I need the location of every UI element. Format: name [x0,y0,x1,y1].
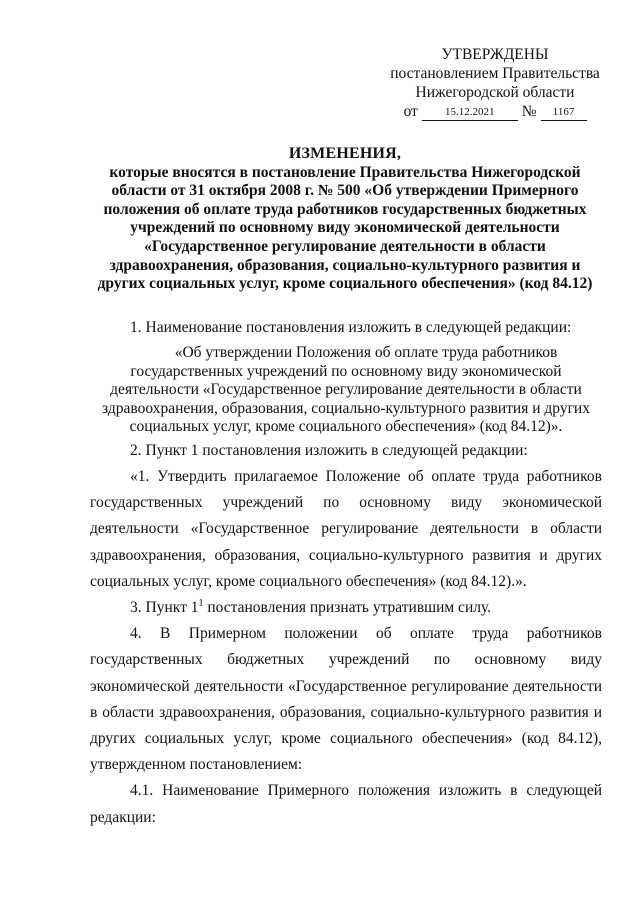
paragraph-4-superscript: 1 [198,597,204,609]
date-prefix: от [403,103,418,120]
document-heading [90,145,600,294]
paragraph-1: 1. Наименование постановления изложить в следующей редакции: [130,319,572,336]
approval-region: Нижегородской области [415,84,575,101]
heading-subtitle: которые вносятся в постановление Правительства Нижегородской области от 31 октября 2008 г. № 500 «Об утверждении Примерного положения об оплате труда работников государственных бюджетных учреждений по основному виду экономической деятельности «Государственное регулирование деятельности в области здравоохранения, образования, социально-культурного развития и других социальных услуг, кроме социального обеспечения» (код 84.12) [97,163,593,293]
paragraph-3: «1. Утвердить прилагаемое Положение об оплате труда работников государственных учреждений по основному виду экономической деятельности «Государственное регулирование деятельности в области здравоохранения, образования, социально-культурного развития и других социальных услуг, кроме социального обеспечения» (код 84.12).». [90,467,602,590]
paragraph-5: 4. В Примерном положении об оплате труда работников государственных бюджетных учреждений по основному виду экономической деятельности «Государственное регулирование деятельности в области здравоохранения, образования, социально-культурного развития и других социальных услуг, кроме социального обеспечения» (код 84.12), утвержденном постановлением: [90,625,602,774]
heading-title: ИЗМЕНЕНИЯ, [288,145,402,162]
quoted-title-rest: государственных учреждений по основному виду экономической деятельности «Государственное регулирование деятельности в области здравоохранения, образования, социально-культурного развития и других социальных услуг, кроме социального обеспечения» (код 84.12)». [102,362,590,436]
approval-date-line [380,102,610,121]
approval-title: УТВЕРЖДЕНЫ [441,46,549,63]
paragraph-2: 2. Пункт 1 постановления изложить в следующей редакции: [130,441,528,459]
paragraph-6: 4.1. Наименование Примерного положения изложить в следующей редакции: [90,782,602,826]
number-sign: № [521,103,537,120]
paragraph-4-start: 3. Пункт 1 [130,598,199,616]
approval-number: 1167 [541,106,587,121]
quoted-title-first-line: «Об утверждении Положения об оплате труда работников [174,344,558,361]
paragraph-4-end: постановления признать утратившим силу. [203,598,492,616]
approval-date: 15.12.2021 [422,106,518,121]
quoted-title [90,344,602,437]
paragraph-4 [90,595,602,621]
document-body [90,318,602,831]
approval-stamp [380,45,610,121]
approval-authority: постановлением Правительства [390,65,600,82]
